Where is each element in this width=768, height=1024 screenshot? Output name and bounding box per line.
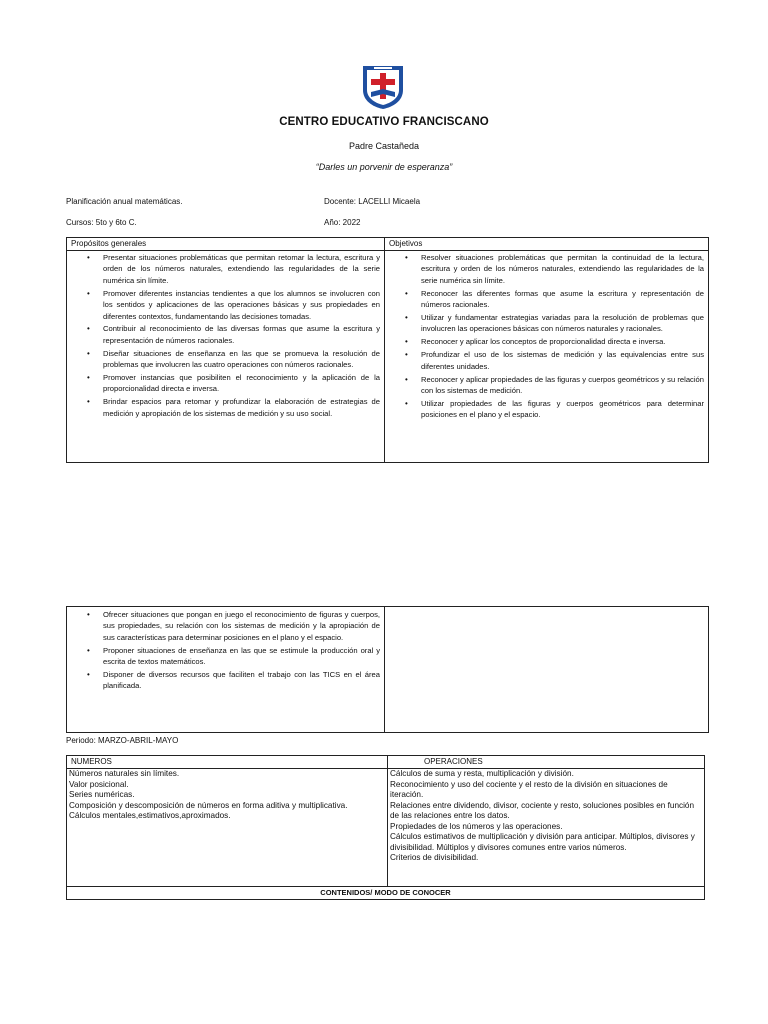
content-line: Valor posicional. (69, 779, 129, 789)
objectives-list (385, 252, 708, 421)
subtitle: Padre Castañeda (348, 141, 420, 151)
content-line: Cálculos de suma y resta, multiplicación y división. (390, 769, 574, 778)
period-label: Periodo: MARZO-ABRIL-MAYO (66, 736, 179, 745)
list-item: • Ofrecer situaciones que pongan en juego el reconocimiento de figuras y cuerpos, sus propiedades, su relación con los sistemas de medición y la apropiación de sus características para determinar posiciones en el plano y el espacio. (67, 609, 384, 643)
purposes-objectives-table (66, 237, 709, 463)
operations-cell (388, 769, 705, 887)
list-item: • Promover instancias que posibiliten el reconocimiento y la aplicación de la proporcionalidad directa e inversa. (67, 372, 384, 395)
list-item: • Proponer situaciones de enseñanza en las que se estimule la producción oral y escrita de textos matemáticos. (67, 645, 384, 668)
list-item: • Profundizar el uso de los sistemas de medición y las equivalencias entre sus diferentes unidades. (385, 349, 708, 372)
teacher-label: Docente: LACELLI Micaela (324, 197, 421, 206)
planning-label: Planificación anual matemáticas. (66, 197, 183, 206)
content-line: Composición y descomposición de números en forma aditiva y multiplicativa. (69, 800, 348, 810)
list-item: • Presentar situaciones problemáticas que permitan retomar la lectura, escritura y orden de los números naturales, extendiendo las regularidades de la serie numérica sin límite. (67, 252, 384, 286)
purposes-header: Propósitos generales (67, 238, 385, 251)
contents-footer: CONTENIDOS/ MODO DE CONOCER (67, 887, 705, 900)
list-item: • Utilizar y fundamentar estrategias variadas para la resolución de problemas que involucren las operaciones básicas con números naturales y racionales. (385, 312, 708, 335)
purposes-continuation-table (66, 606, 709, 733)
motto: “Darles un porvenir de esperanza” (315, 162, 453, 172)
contents-table (66, 755, 705, 900)
content-line: Series numéricas. (69, 790, 135, 799)
empty-cell (385, 607, 709, 733)
content-line: Propiedades de los números y las operaciones. (390, 821, 563, 831)
content-line: Números naturales sin límites. (69, 769, 180, 778)
content-line: Cálculos estimativos de multiplicación y división para anticipar. Múltiplos, divisores y divisibilidad. Múltiplos y divisores comunes entre varios números. (390, 832, 695, 852)
list-item: • Brindar espacios para retomar y profundizar la elaboración de estrategias de medición y apropiación de los sistemas de medición y su uso social. (67, 396, 384, 419)
purposes-continuation-cell (67, 607, 385, 733)
year-label: Año: 2022 (324, 218, 361, 227)
list-item: • Resolver situaciones problemáticas que permitan la continuidad de la lectura, escritura y orden de los números naturales, extendiendo las regularidades de la serie numérica sin límite. (385, 252, 708, 286)
list-item: • Diseñar situaciones de enseñanza en las que se promueva la resolución de problemas que involucren las cuatro operaciones con números racionales. (67, 348, 384, 371)
operations-header: OPERACIONES (388, 756, 705, 769)
purposes-cell (67, 251, 385, 463)
content-line: Relaciones entre dividendo, divisor, cociente y resto, soluciones posibles en función de las relaciones entre los datos. (390, 800, 695, 820)
list-item: • Reconocer y aplicar propiedades de las figuras y cuerpos geométricos y su relación con los sistemas de medición. (385, 374, 708, 397)
courses-label: Cursos: 5to y 6to C. (66, 218, 137, 227)
objectives-header: Objetivos (385, 238, 709, 251)
list-item: • Utilizar propiedades de las figuras y cuerpos geométricos para determinar posiciones en el plano y el espacio. (385, 398, 708, 421)
school-name: CENTRO EDUCATIVO FRANCISCANO (279, 116, 489, 128)
list-item: • Reconocer y aplicar los conceptos de proporcionalidad directa e inversa. (385, 336, 708, 347)
list-item: • Contribuir al reconocimiento de las diversas formas que asume la escritura y representación de números racionales. (67, 323, 384, 346)
list-item: • Reconocer las diferentes formas que asume la escritura y representación de números racionales. (385, 288, 708, 311)
list-item: • Disponer de diversos recursos que faciliten el trabajo con las TICS en el área planificada. (67, 669, 384, 692)
objectives-cell (385, 251, 709, 463)
school-crest-icon (360, 64, 406, 110)
content-line: Reconocimiento y uso del cociente y el resto de la división en situaciones de iteración. (390, 779, 668, 799)
purposes-list (67, 252, 384, 419)
content-line: Cálculos mentales,estimativos,aproximados. (69, 811, 231, 820)
purposes-continuation-list (67, 609, 384, 692)
content-line: Criterios de divisibilidad. (390, 853, 479, 862)
numbers-cell (67, 769, 388, 887)
numbers-header: NUMEROS (67, 756, 388, 769)
list-item: • Promover diferentes instancias tendientes a que los alumnos se involucren con los sentidos y aplicaciones de las operaciones básicas y sus propiedades en diferentes contextos, fundamentando las decisiones tomadas. (67, 288, 384, 322)
